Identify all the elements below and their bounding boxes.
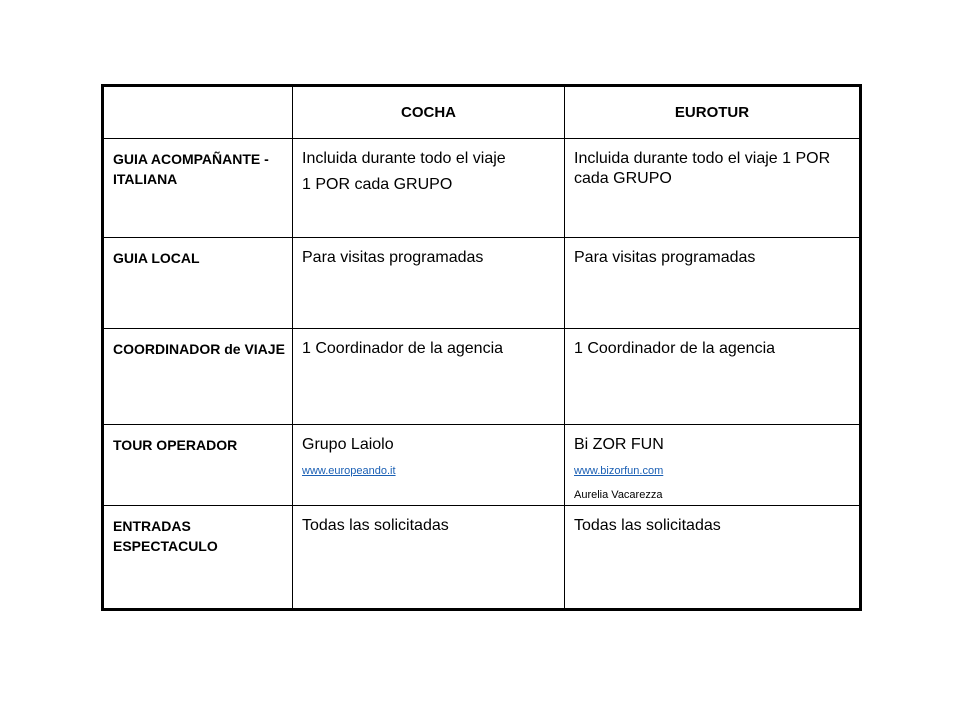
header-eurotur: EUROTUR bbox=[565, 86, 861, 139]
comparison-table bbox=[101, 84, 862, 611]
operator-contact: Aurelia Vacarezza bbox=[574, 489, 663, 501]
table-row bbox=[103, 506, 861, 610]
row-label-guia-acompanante: GUIA ACOMPAÑANTE - ITALIANA bbox=[103, 139, 293, 238]
cell-line: Incluida durante todo el viaje bbox=[302, 150, 506, 167]
table-row bbox=[103, 329, 861, 425]
table-row bbox=[103, 238, 861, 329]
cell-cocha-entradas: Todas las solicitadas bbox=[293, 506, 565, 610]
cell-eurotur-coordinador: 1 Coordinador de la agencia bbox=[565, 329, 861, 425]
header-empty-cell bbox=[103, 86, 293, 139]
table-row bbox=[103, 139, 861, 238]
row-label-entradas: ENTRADAS ESPECTACULO bbox=[103, 506, 293, 610]
row-label-tour-operador: TOUR OPERADOR bbox=[103, 425, 293, 506]
cell-cocha-coordinador: 1 Coordinador de la agencia bbox=[293, 329, 565, 425]
cell-cocha-guia-local: Para visitas programadas bbox=[293, 238, 565, 329]
operator-link[interactable]: www.europeando.it bbox=[302, 465, 396, 477]
cell-eurotur-entradas: Todas las solicitadas bbox=[565, 506, 861, 610]
table-row bbox=[103, 425, 861, 506]
cell-eurotur-tour-operador bbox=[565, 425, 861, 506]
cell-cocha-tour-operador bbox=[293, 425, 565, 506]
operator-link[interactable]: www.bizorfun.com bbox=[574, 465, 664, 477]
cell-cocha-guia-acompanante bbox=[293, 139, 565, 238]
operator-name: Grupo Laiolo bbox=[302, 436, 394, 453]
cell-line: 1 POR cada GRUPO bbox=[302, 176, 453, 193]
row-label-coordinador: COORDINADOR de VIAJE bbox=[103, 329, 293, 425]
operator-name: Bi ZOR FUN bbox=[574, 436, 664, 453]
cell-eurotur-guia-local: Para visitas programadas bbox=[565, 238, 861, 329]
header-row bbox=[103, 86, 861, 139]
cell-eurotur-guia-acompanante: Incluida durante todo el viaje 1 POR cada GRUPO bbox=[565, 139, 861, 238]
row-label-guia-local: GUIA LOCAL bbox=[103, 238, 293, 329]
header-cocha: COCHA bbox=[293, 86, 565, 139]
